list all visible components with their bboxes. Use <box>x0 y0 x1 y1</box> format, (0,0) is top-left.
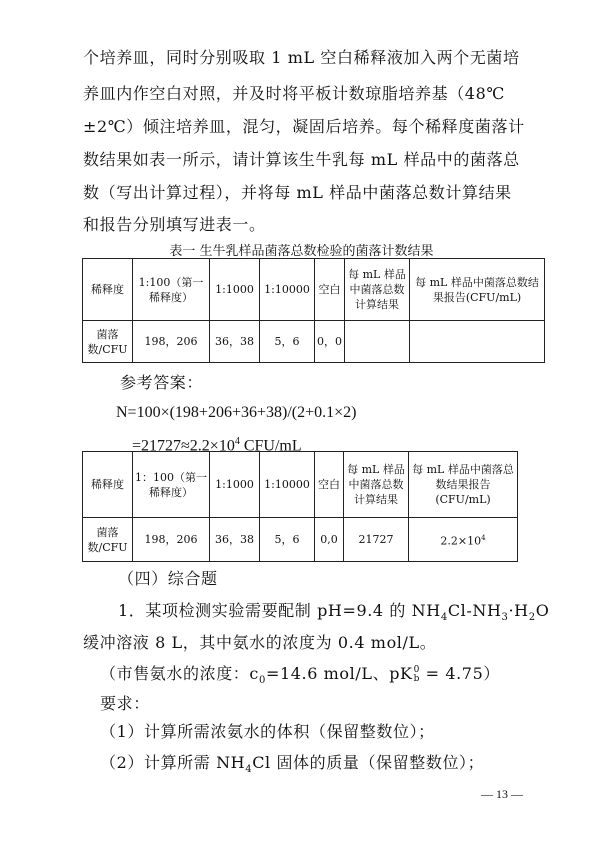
intro-line-3: ±2℃）倾注培养皿，混匀，凝固后培养。每个稀释度菌落计 <box>83 117 525 136</box>
formula-line-1: N=100×(198+206+36+38)/(2+0.1×2) <box>116 404 357 421</box>
answer-label: 参考答案： <box>120 373 204 392</box>
intro-line-2: 养皿内作空白对照，并及时将平板计数琼脂培养基（48℃ <box>83 84 505 103</box>
intro-line-6: 和报告分别填写进表一。 <box>83 215 266 234</box>
table-cell-1-10000: 5，6 <box>260 321 315 363</box>
table-header-1-10000: 1:10000 <box>260 452 315 518</box>
table-cell-1-10000: 5，6 <box>260 518 315 562</box>
table-header-1-1000: 1:1000 <box>210 259 260 321</box>
question-1-line-1: 1．某项检测实验需要配制 pH=9.4 的 $NH_4Cl-NH_3\cdot H_2O$ <box>118 601 550 624</box>
table-cell-row-label: 菌落数/CFU <box>83 321 133 363</box>
section-title: （四）综合题 <box>118 569 218 588</box>
table-header-report: 每 mL 样品中菌落总数结果报告(CFU/mL) <box>409 452 518 518</box>
requirement-1: （1）计算所需浓氨水的体积（保留整数位）； <box>100 722 435 741</box>
table-header-calc-result: 每 mL 样品中菌落总数计算结果 <box>344 452 409 518</box>
table-cell-blank: 0，0 <box>315 321 345 363</box>
intro-line-1: 个培养皿，同时分别吸取 1 mL 空白稀释液加入两个无菌培 <box>83 48 520 67</box>
table-header-calc-result: 每 mL 样品中菌落总数计算结果 <box>345 259 410 321</box>
table-cell-row-label: 菌落数/CFU <box>83 518 133 562</box>
table-header-1-100: 1:100（第一稀释度） <box>133 259 210 321</box>
table-header-1-100: 1：100（第一稀释度） <box>133 452 210 518</box>
table-header-blank: 空白 <box>315 259 345 321</box>
question-1-line-2: 缓冲溶液 8 L，其中氨水的浓度为 0.4 mol/L。 <box>83 633 437 652</box>
table-cell-1-100: 198，206 <box>133 518 210 562</box>
colony-count-table <box>82 258 545 363</box>
formula-line-2: $=21727\approx 2.2\times 10^4$ CFU/mL <box>132 436 302 455</box>
table-cell-calc-result: 21727 <box>344 518 409 562</box>
table-cell-blank: 0,0 <box>315 518 344 562</box>
table-cell-calc-result <box>345 321 410 363</box>
requirements-label: 要求： <box>100 694 150 713</box>
table-cell-1-1000: 36，38 <box>210 321 260 363</box>
question-1-line-3: （市售氨水的浓度：$c_0=14.6$ mol/L、pK 0 b = 4.75） <box>100 664 500 687</box>
table-cell-1-1000: 36，38 <box>210 518 260 562</box>
table-header-dilution: 稀释度 <box>83 452 133 518</box>
table-caption: 表一 生牛乳样品菌落总数检验的菌落计数结果 <box>169 244 434 259</box>
page-number: — 13 — <box>481 787 523 801</box>
table-header-1-10000: 1:10000 <box>260 259 315 321</box>
table-header-blank: 空白 <box>315 452 344 518</box>
intro-line-5: 数（写出计算过程），并将每 mL 样品中菌落总数计算结果 <box>83 183 512 202</box>
answer-table <box>82 451 518 562</box>
intro-line-4: 数结果如表一所示，请计算该生牛乳每 mL 样品中的菌落总 <box>83 150 520 169</box>
table-cell-report <box>410 321 545 363</box>
table-header-report: 每 mL 样品中菌落总数结果报告(CFU/mL) <box>410 259 545 321</box>
table-cell-1-100: 198，206 <box>133 321 210 363</box>
requirement-2: （2）计算所需 $NH_4Cl$ 固体的质量（保留整数位）； <box>100 753 485 776</box>
table-header-dilution: 稀释度 <box>83 259 133 321</box>
table-cell-report: $2.2\times 10^4$ <box>409 518 518 562</box>
table-header-1-1000: 1:1000 <box>210 452 260 518</box>
